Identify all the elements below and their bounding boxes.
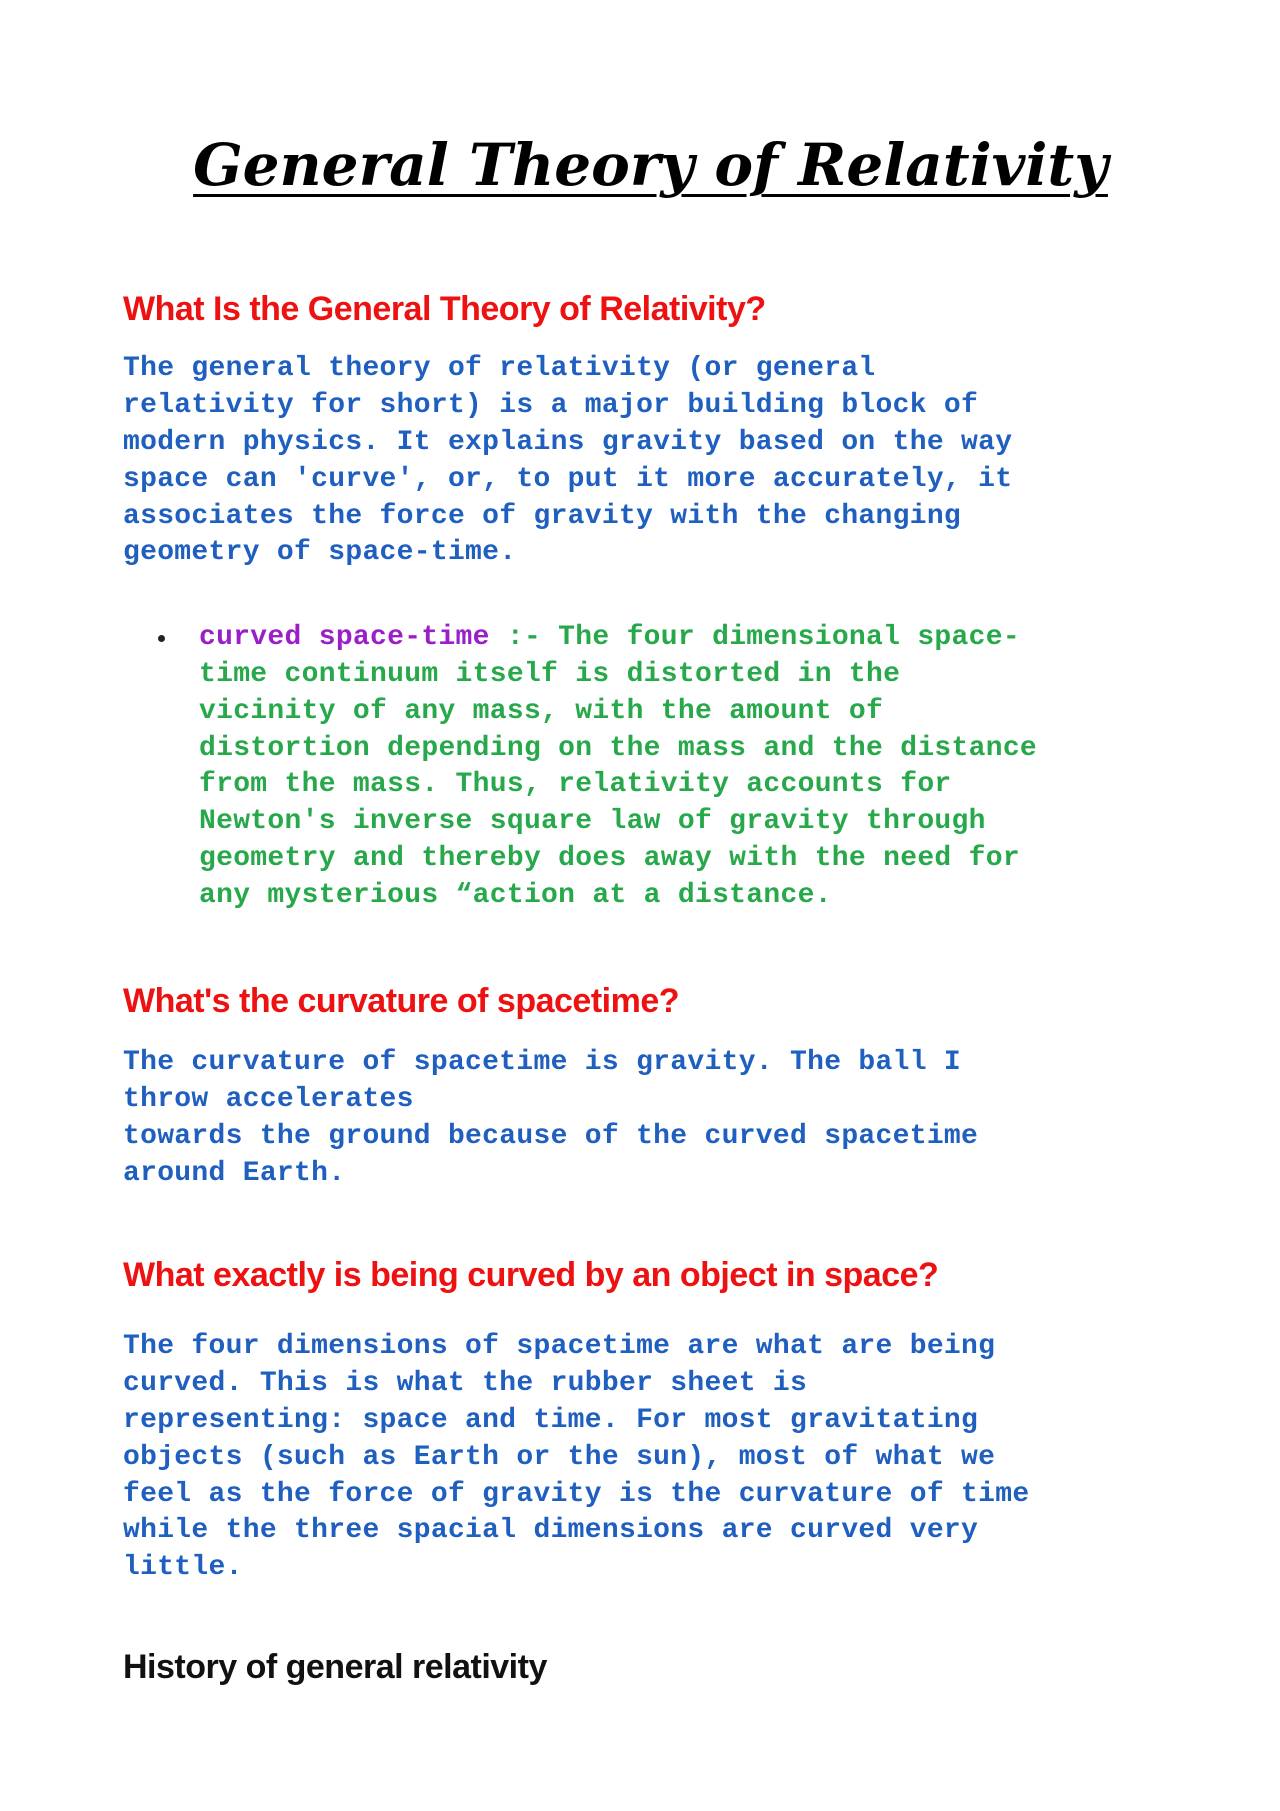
bullet-definition: The four dimensional space- time continuum itself is distorted in the vicinity of any mass, with the amount of distortion depending on the mass and the distance from the mass. Thus, relativity accounts for Newton's inverse square law of gravity through geometry and thereby does away with the need for any mysterious “action at a distance. (199, 622, 1038, 911)
section-heading-history: History of general relativity (123, 1648, 547, 1686)
section-paragraph-what-is-general-relativity: The general theory of relativity (or general relativity for short) is a major building block of modern physics. It explains gravity based on the way space can 'curve', or, to put it more accurately, it associates the force of gravity with the changing geometry of space-time. (123, 353, 1013, 569)
bullet-term: curved space-time (199, 622, 490, 654)
section-heading-what-is-being-curved: What exactly is being curved by an object in space? (123, 1255, 939, 1294)
list-item-curved-space-time (199, 620, 1160, 914)
bullet-list (123, 620, 1160, 914)
section-heading-curvature-of-spacetime: What's the curvature of spacetime? (123, 981, 680, 1020)
section-paragraph-what-is-being-curved: The four dimensions of spacetime are what are being curved. This is what the rubber sheet is representing: space and time. For most gravitating objects (such as Earth or the sun), most of what we feel as the force of gravity is the curvature of time while the three spacial dimensions are curved very little. (123, 1331, 1030, 1584)
bullet-dot-icon (158, 635, 165, 642)
document-title: General Theory of Relativity (193, 131, 1108, 199)
bullet-term-separator: :- (489, 622, 559, 654)
section-heading-what-is-general-relativity: What Is the General Theory of Relativity? (123, 289, 766, 328)
section-paragraph-curvature-of-spacetime: The curvature of spacetime is gravity. The ball I throw accelerates towards the ground because of the curved spacetime around Earth. (123, 1047, 979, 1189)
